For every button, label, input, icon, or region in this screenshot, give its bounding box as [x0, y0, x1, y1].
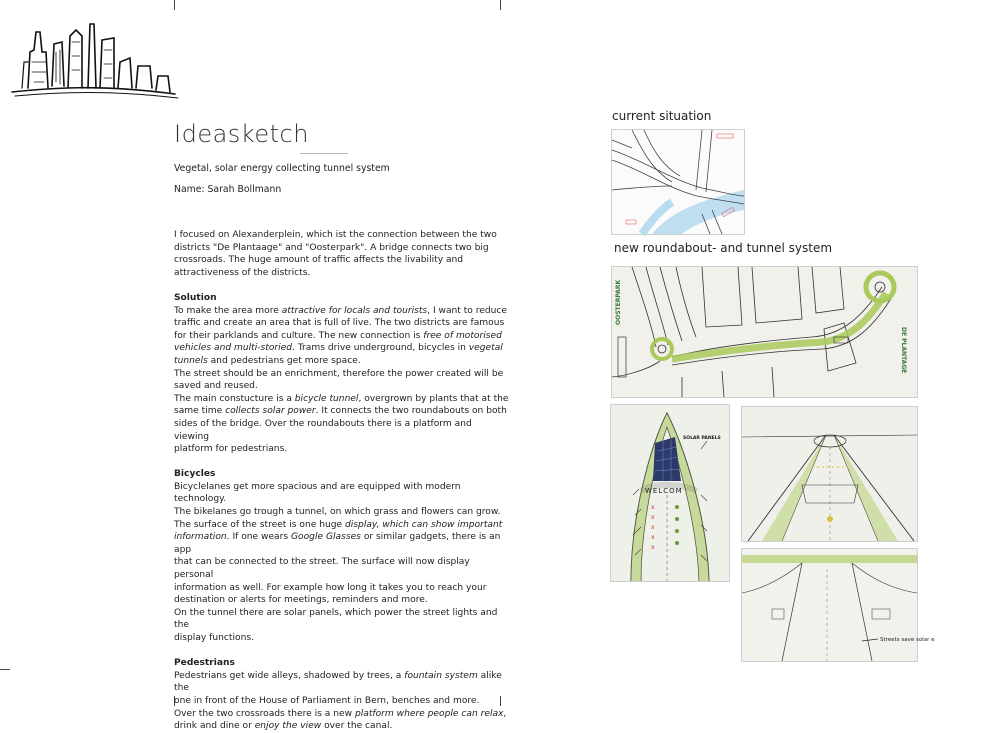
emphasis-text: enjoy the view [254, 721, 322, 732]
intro-line: districts "De Plantaage" and "Oosterpark". A bridge connects two big [174, 242, 489, 253]
emphasis-text: information [174, 532, 227, 543]
emphasis-text: platform where people can relax [354, 708, 504, 719]
sketch-label-welcome: WELCOM [645, 487, 683, 495]
bicycles-line: On the tunnel there are solar panels, which power the street lights and the [174, 607, 498, 631]
title-divider [300, 153, 348, 154]
roundabout-system-label: new roundabout- and tunnel system [614, 241, 833, 255]
section-heading-bicycles: Bicycles [174, 469, 216, 480]
intro-line: crossroads. The huge amount of traffic affects the livability and [174, 255, 464, 266]
solution-line: The street should be an enrichment, therefore the power created will be [174, 368, 504, 379]
solution-line: traffic and create an area that is full of live. The two districts are famous [174, 318, 505, 329]
bicycles-line: information as well. For example how long it takes you to reach your [174, 582, 487, 593]
current-situation-label: current situation [612, 109, 712, 123]
svg-text:x: x [651, 534, 655, 541]
body-text [174, 229, 509, 733]
bicycles-line: display functions. [174, 633, 254, 643]
bicycles-line: The surface of the street is one huge display, which can show important [174, 519, 503, 530]
bicycles-line: destination or alerts for meetings, reminders and more. [174, 595, 428, 606]
emphasis-text: tunnels [174, 355, 208, 366]
intro-paragraph [174, 229, 509, 279]
emphasis-text: vegetal [468, 343, 503, 354]
solution-line: vehicles and multi-storied. Trams drive underground, bicycles in vegetal [174, 343, 503, 354]
bicycles-line: that can be connected to the street. The surface will now display personal [174, 557, 470, 581]
pedestrians-line: drink and dine or enjoy the view over the canal. [174, 721, 393, 732]
emphasis-text: display, which can show important [345, 519, 503, 530]
solution-line: platform for pedestrians. [174, 444, 288, 455]
tunnel-entrance-sketch [610, 404, 730, 582]
street-display-sketch [741, 548, 935, 662]
svg-text:x: x [651, 504, 655, 511]
author-name: Name: Sarah Bollmann [174, 184, 282, 195]
solution-line: tunnels and pedestrians get more space. [174, 355, 361, 366]
solution-paragraph [174, 305, 509, 456]
subtitle: Vegetal, solar energy collecting tunnel system [174, 163, 390, 174]
sketch-label-streets-note: Streets save solar e [880, 637, 935, 643]
bridge-perspective-sketch [741, 406, 918, 542]
current-situation-sketch [611, 129, 745, 235]
pedestrians-line: Over the two crossroads there is a new platform where people can relax, [174, 708, 507, 719]
sketch-label-plantage: DE PLANTAGE [900, 327, 907, 374]
emphasis-text: vehicles and multi-storied [174, 343, 293, 354]
section-heading-solution: Solution [174, 292, 217, 303]
bicycles-line: information. If one wears Google Glasses or similar gadgets, there is an app [174, 532, 501, 555]
svg-text:x: x [651, 514, 655, 521]
pedestrians-line: one in front of the House of Parliament in Bern, benches and more. [174, 695, 480, 706]
page-title: Ideasketch [174, 120, 309, 148]
svg-text:x: x [651, 524, 655, 531]
intro-line: I focused on Alexanderplein, which ist the connection between the two [174, 230, 497, 240]
crop-mark [500, 0, 501, 10]
emphasis-text: free of motorised [423, 330, 502, 341]
solution-line: sides of the bridge. Over the roundabouts there is a platform and viewing [174, 418, 472, 442]
bicycles-line: Bicyclelanes get more spacious and are equipped with modern technology. [174, 481, 461, 505]
section-heading-pedestrians: Pedestrians [174, 658, 235, 669]
solution-line: same time collects solar power. It connects the two roundabouts on both [174, 406, 507, 417]
sketch-label-oosterpark: OOSTERPARK [615, 279, 622, 325]
solution-line: To make the area more attractive for locals and tourists, I want to reduce [174, 305, 508, 316]
roundabout-tunnel-sketch [611, 266, 918, 398]
sketch-label-solar-panels: SOLAR PANELS [683, 436, 721, 441]
pedestrians-paragraph [174, 670, 509, 733]
svg-text:x: x [651, 544, 655, 551]
solution-line: The main constucture is a bicycle tunnel, overgrown by plants that at the [174, 393, 509, 404]
bicycles-line: The bikelanes go trough a tunnel, on which grass and flowers can grow. [174, 507, 501, 518]
pedestrians-line: Pedestrians get wide alleys, shadowed by trees, a fountain system alike the [174, 670, 502, 694]
crop-mark [0, 669, 10, 670]
solution-line: for their parklands and culture. The new connection is free of motorised [174, 330, 502, 341]
emphasis-text: collects solar power [225, 406, 316, 417]
emphasis-text: attractive for locals and tourists [281, 305, 428, 316]
skyline-logo [10, 22, 180, 102]
crop-mark [174, 0, 175, 10]
solution-line: saved and reused. [174, 381, 258, 392]
emphasis-text: bicycle tunnel [294, 393, 359, 404]
bicycles-paragraph [174, 481, 509, 645]
emphasis-text: Google Glasses [291, 532, 361, 543]
emphasis-text: fountain system [404, 670, 478, 681]
intro-line: attractiveness of the districts. [174, 267, 311, 278]
